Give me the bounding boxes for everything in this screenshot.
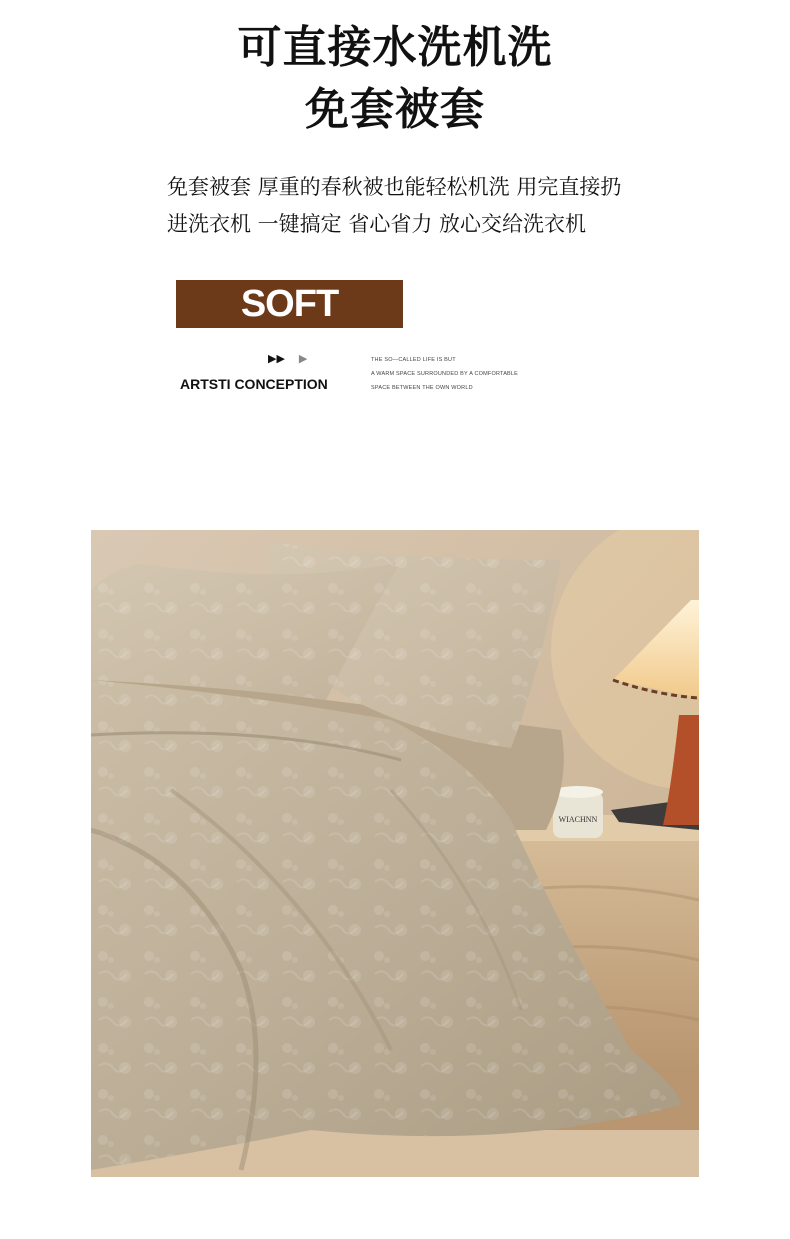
brand-name: ARTSTI CONCEPTION: [180, 376, 328, 392]
tagline-line-1: THE SO—CALLED LIFE IS BUT: [371, 357, 456, 363]
tagline-line-2: A WARM SPACE SURROUNDED BY A COMFORTABLE: [371, 371, 519, 377]
arrow-icons: [268, 353, 307, 365]
page-title-line-1: 可直接水洗机洗: [237, 22, 553, 73]
soft-badge-label: SOFT: [240, 283, 339, 325]
single-arrow-icon: ▶: [298, 352, 308, 365]
product-photo: [91, 530, 699, 1177]
description-line-2: 进洗衣机 一键搞定 省心省力 放心交给洗衣机: [167, 212, 587, 236]
page-title-line-2: 免套被套: [305, 84, 485, 135]
tagline-line-3: SPACE BETWEEN THE OWN WORLD: [371, 385, 473, 391]
bedding-illustration: [91, 530, 699, 1177]
soft-badge: [176, 280, 403, 328]
description-line-1: 免套被套 厚重的春秋被也能轻松机洗 用完直接扔: [167, 175, 622, 199]
double-arrow-icon: ▶▶: [268, 352, 285, 365]
mug-label: WIACHNN: [558, 815, 598, 824]
